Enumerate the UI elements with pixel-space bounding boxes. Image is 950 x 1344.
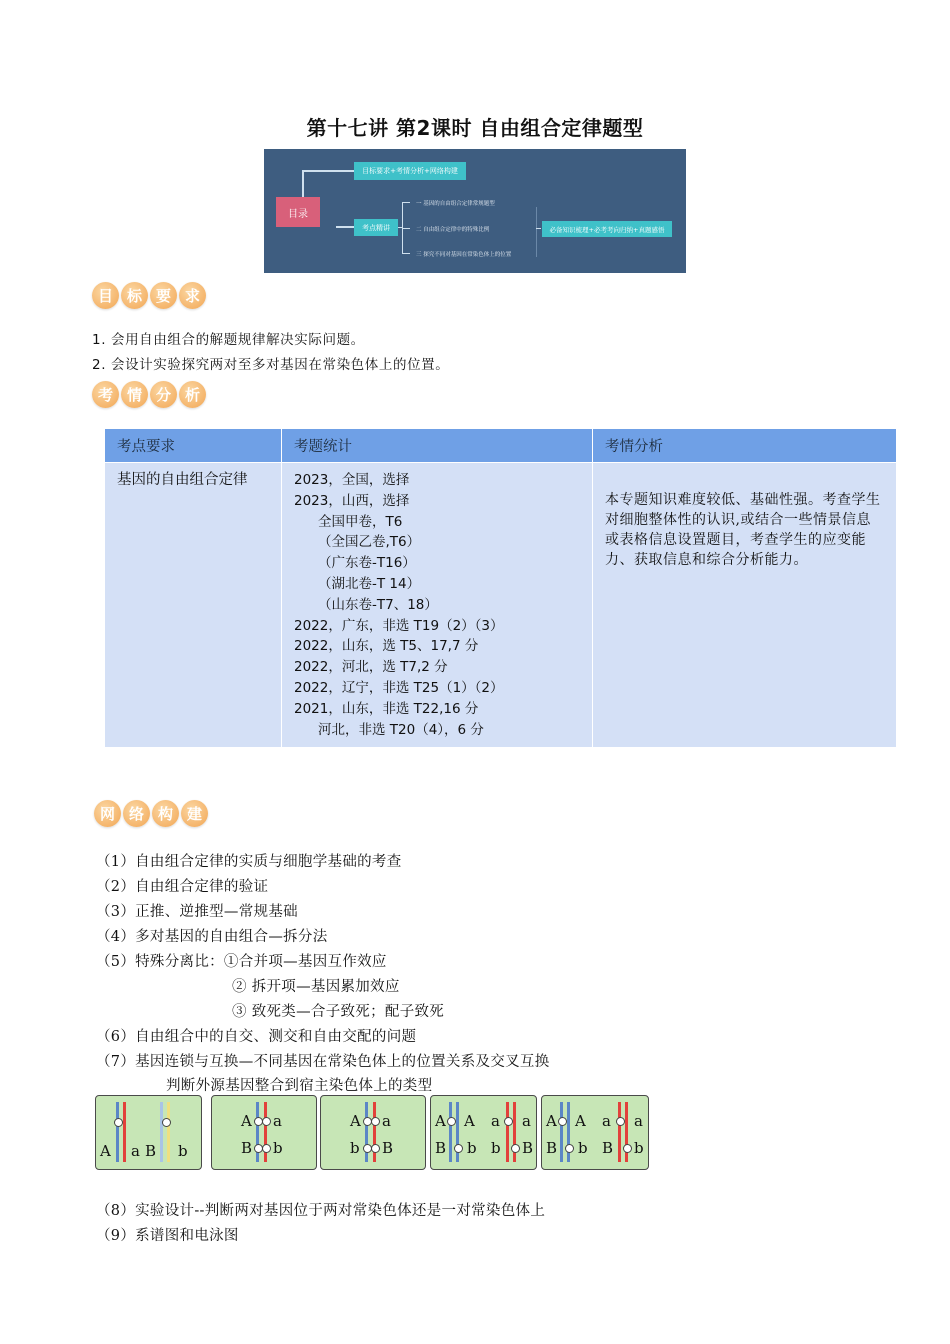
stat-line: （山东卷-T7、18） <box>318 596 438 613</box>
stat-line: 2023，山西，选择 <box>294 492 410 509</box>
toc-item-1: 一 基因的自由组合定律常规题型 <box>416 201 495 207</box>
badge-char: 情 <box>121 381 148 408</box>
allele-label: b <box>578 1139 588 1157</box>
badge-char: 析 <box>179 381 206 408</box>
stat-line: 2022，辽宁，非选 T25（1）（2） <box>294 679 504 696</box>
allele-label: A <box>350 1112 361 1130</box>
allele-label: a <box>131 1142 140 1160</box>
badge-char: 网 <box>94 800 121 827</box>
network-item: （8）实验设计--判断两对基因位于两对常染色体还是一对常染色体上 <box>96 1203 546 1219</box>
allele-label: B <box>435 1139 447 1157</box>
allele-label: a <box>273 1112 282 1130</box>
table-header: 考题统计 <box>282 429 593 463</box>
allele-label: A <box>435 1112 446 1130</box>
toc-root: 目录 <box>276 197 320 227</box>
network-item: （7）基因连锁与互换—不同基因在常染色体上的位置关系及交叉互换 <box>96 1054 550 1070</box>
chromosome-panel-2 <box>211 1095 317 1170</box>
badge-char: 目 <box>92 282 119 309</box>
allele-label: A <box>546 1112 557 1130</box>
analysis-text: 本专题知识难度较低、基础性强。考查学生对细胞整体性的认识,或结合一些情景信息或表格信息设置题目，考查学生的应变能力、获取信息和综合分析能力。 <box>605 492 881 568</box>
badge-char: 标 <box>121 282 148 309</box>
allele-label: b <box>178 1142 188 1160</box>
allele-label: A <box>241 1112 252 1130</box>
allele-label: B <box>145 1142 157 1160</box>
allele-label: b <box>350 1139 360 1157</box>
toc-item-3: 三 探究不同对基因在常染色体上的位置 <box>416 252 512 258</box>
allele-label: B <box>602 1139 614 1157</box>
allele-label: a <box>634 1112 643 1130</box>
stat-line: 2022，山东，选 T5、17,7 分 <box>294 638 479 655</box>
stat-line: 河北，非选 T20（4），6 分 <box>318 721 484 738</box>
toc-top-box: 目标要求+考情分析+网络构建 <box>354 162 466 180</box>
stat-line: （广东卷-T16） <box>318 555 416 572</box>
allele-label: B <box>546 1139 558 1157</box>
badge-char: 建 <box>181 800 208 827</box>
toc-item-2: 二 自由组合定律中的特殊比例 <box>416 227 490 233</box>
table-cell-analysis <box>593 463 897 748</box>
allele-label: b <box>491 1139 501 1157</box>
goals-badge <box>92 282 206 309</box>
page-title: 第十七讲 第2课时 自由组合定律题型 <box>306 116 644 140</box>
allele-label: A <box>100 1142 111 1160</box>
allele-label: A <box>464 1112 475 1130</box>
badge-char: 求 <box>179 282 206 309</box>
allele-label: A <box>575 1112 586 1130</box>
stat-line: 2023，全国，选择 <box>294 472 410 488</box>
table-cell-requirement: 基因的自由组合定律 <box>105 463 282 748</box>
network-item: ③ 致死类—合子致死；配子致死 <box>232 1004 445 1020</box>
badge-char: 要 <box>150 282 177 309</box>
stat-line: 2022，广东，非选 T19（2）（3） <box>294 617 504 634</box>
goal-1: 1. 会用自由组合的解题规律解决实际问题。 <box>92 332 365 348</box>
exam-analysis-table <box>104 428 897 748</box>
allele-label: B <box>382 1139 394 1157</box>
allele-label: a <box>602 1112 611 1130</box>
allele-label: B <box>241 1139 253 1157</box>
chromosome-panel-4 <box>430 1095 537 1170</box>
allele-label: b <box>273 1139 283 1157</box>
network-item: （1）自由组合定律的实质与细胞学基础的考查 <box>96 854 402 870</box>
allele-label: b <box>467 1139 477 1157</box>
table-header: 考情分析 <box>593 429 897 463</box>
network-item: （4）多对基因的自由组合—拆分法 <box>96 929 328 945</box>
network-item: ② 拆开项—基因累加效应 <box>232 979 400 995</box>
stat-line: 2021，山东，非选 T22,16 分 <box>294 700 479 717</box>
badge-char: 构 <box>152 800 179 827</box>
toc-right-box: 必备知识梳理+必考考向归纳+真题感悟 <box>542 221 672 237</box>
stat-line: 2022，河北，选 T7,2 分 <box>294 659 448 676</box>
table-header: 考点要求 <box>105 429 282 463</box>
allele-label: b <box>634 1139 644 1157</box>
network-item: （6）自由组合中的自交、测交和自由交配的问题 <box>96 1029 417 1045</box>
network-item: 判断外源基因整合到宿主染色体上的类型 <box>166 1078 433 1094</box>
network-badge <box>94 800 208 827</box>
allele-label: a <box>382 1112 391 1130</box>
allele-label: a <box>522 1112 531 1130</box>
table-cell-stats <box>282 463 593 748</box>
stat-line: （全国乙卷,T6） <box>318 534 421 551</box>
stat-line: 全国甲卷，T6 <box>318 513 403 530</box>
network-item: （9）系谱图和电泳图 <box>96 1228 239 1244</box>
chromosome-panel-3 <box>320 1095 426 1170</box>
goal-2: 2. 会设计实验探究两对至多对基因在常染色体上的位置。 <box>92 357 450 373</box>
badge-char: 考 <box>92 381 119 408</box>
chromosome-panel-5 <box>541 1095 649 1170</box>
allele-label: a <box>491 1112 500 1130</box>
chromosome-panel-1 <box>95 1095 202 1170</box>
toc-mid-box: 考点精讲 <box>354 219 398 236</box>
analysis-badge <box>92 381 206 408</box>
network-item: （5）特殊分离比：①合并项—基因互作效应 <box>96 954 387 970</box>
badge-char: 络 <box>123 800 150 827</box>
network-item: （2）自由组合定律的验证 <box>96 879 269 895</box>
stat-line: （湖北卷-T 14） <box>318 575 421 592</box>
network-item: （3）正推、逆推型—常规基础 <box>96 904 298 920</box>
allele-label: B <box>522 1139 534 1157</box>
badge-char: 分 <box>150 381 177 408</box>
toc-diagram <box>264 149 686 273</box>
